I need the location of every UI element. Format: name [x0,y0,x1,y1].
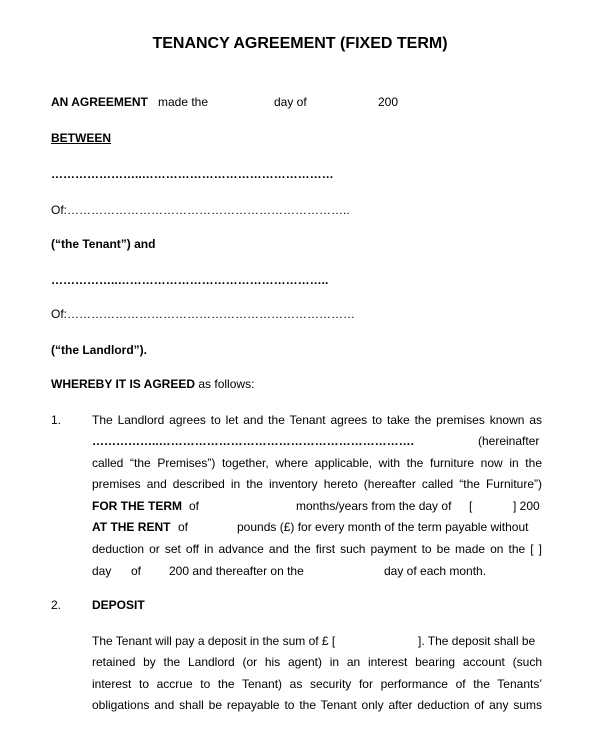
deposit-line-4: obligations and shall be repayable to the Tenant only after deduction of any sums [92,698,542,712]
clause-1-line-4: premises and described in the inventory hereto (hereafter called “the Furniture”) [92,477,542,491]
term-bracket-open: [ [469,499,473,513]
clause-1-line-1: The Landlord agrees to let and the Tenant agrees to take the premises known as [92,413,542,427]
deposit-line-1-end: ]. The deposit shall be [418,634,536,648]
document-title: TENANCY AGREEMENT (FIXED TERM) [152,35,448,52]
whereby-rest: as follows: [198,377,255,391]
landlord-name-blank: ……………..…………………………………………….. [51,273,329,287]
deposit-heading: DEPOSIT [92,598,145,612]
clause-1-line-7: deduction or set off in advance and the first such payment to be made on the [ ] [92,542,542,556]
agreement-label: AN AGREEMENT [51,95,148,109]
tenant-label: (“the Tenant”) and [51,237,156,251]
year-text: 200 [378,95,399,109]
landlord-label: (“the Landlord”). [51,343,147,357]
rent-label: AT THE RENT [92,520,171,534]
line8-of: of [131,564,142,578]
term-bracket-close: ] 200 [513,499,540,513]
line8-end: day of each month. [384,564,487,578]
deposit-line-2: retained by the Landlord (or his agent) in an interest bearing account (such [92,655,542,669]
rent-text: pounds (£) for every month of the term payable without [237,520,529,534]
whereby-clause [51,376,254,392]
made-the-text: made the [158,95,209,109]
whereby-bold: WHEREBY IT IS AGREED [51,377,196,391]
rent-of: of [178,520,189,534]
line8-day: day [92,564,112,578]
line8-mid: 200 and thereafter on the [169,564,304,578]
tenant-address-blank: Of:…………………………………………………………….. [51,203,350,217]
between-heading: BETWEEN [51,131,111,145]
clause-2-number: 2. [51,598,62,612]
day-of-text: day of [274,95,307,109]
clause-1-number: 1. [51,413,62,427]
term-months-text: months/years from the day of [296,499,452,513]
term-of: of [189,499,200,513]
hereinafter-text: (hereinafter [478,434,540,448]
clause-1-line-3: called “the Premises”) together, where applicable, with the furniture now in the [92,456,542,470]
tenant-name-blank: …………………..………………………………………… [51,167,334,181]
term-label: FOR THE TERM [92,499,182,513]
deposit-line-1-start: The Tenant will pay a deposit in the sum of £ [ [92,634,336,648]
deposit-line-3: interest to accrue to the Tenant) as security for performance of the Tenants’ [92,677,542,691]
landlord-address-blank: Of:……………………………………………………………… [51,307,356,321]
premises-blank: ……………..………………………………………………………. [92,434,415,448]
